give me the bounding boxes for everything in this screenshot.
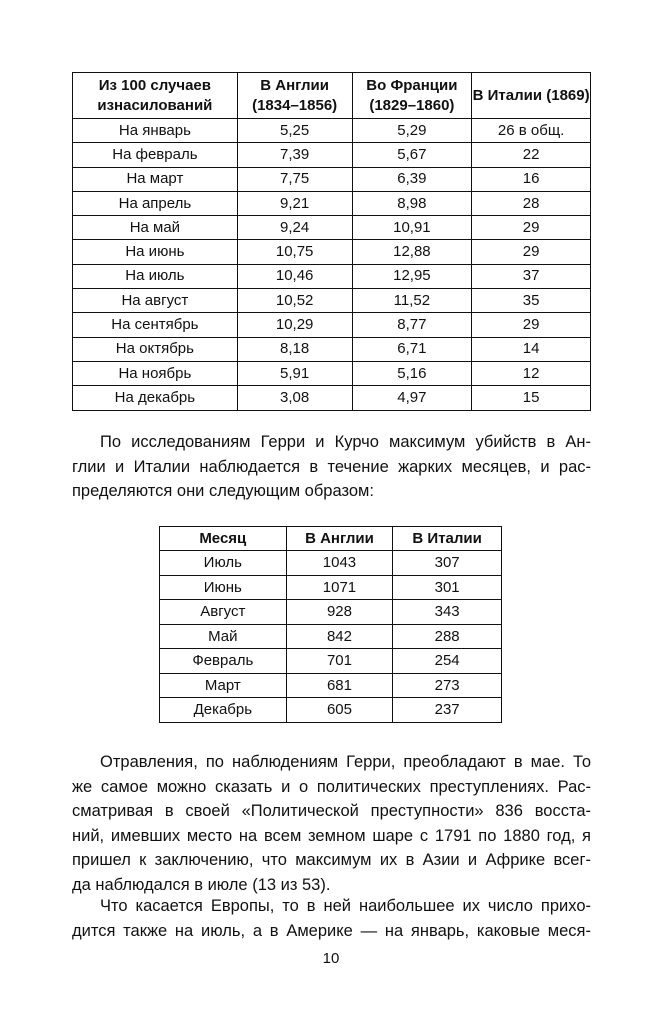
table-cell: 12,95 xyxy=(352,264,472,288)
table-cell: 5,67 xyxy=(352,143,472,167)
header-cell: В Англии xyxy=(286,527,393,551)
table-cell: 4,97 xyxy=(352,386,472,410)
table-cell: 6,39 xyxy=(352,167,472,191)
header-cell: В Италии xyxy=(393,527,502,551)
paragraph-europe xyxy=(72,894,591,943)
table-row xyxy=(160,649,502,674)
table-cell: На июль xyxy=(73,264,238,288)
table-cell: Февраль xyxy=(160,649,287,674)
header-cell: Месяц xyxy=(160,527,287,551)
table-cell: 29 xyxy=(472,313,591,337)
table-row xyxy=(73,386,591,410)
table-cell: 681 xyxy=(286,673,393,698)
text-line: глии и Италии наблюдается в течение жарких месяцев, и рас- xyxy=(72,457,591,476)
table-cell: Май xyxy=(160,624,287,649)
table-cell: На февраль xyxy=(73,143,238,167)
text-line: да наблюдался в июле (13 из 53). xyxy=(72,875,331,894)
table-cell: 5,25 xyxy=(237,119,352,143)
table-cell: 12,88 xyxy=(352,240,472,264)
header-cell: В Италии (1869) xyxy=(472,73,591,119)
table-cell: 5,16 xyxy=(352,361,472,385)
table-cell: 307 xyxy=(393,551,502,576)
table-cell: 9,21 xyxy=(237,191,352,215)
table-cell: На октябрь xyxy=(73,337,238,361)
text-line: ний, имевших место на всем земном шаре с 1791 по 1880 год, я xyxy=(72,826,591,845)
table-cell: 14 xyxy=(472,337,591,361)
table-cell: 37 xyxy=(472,264,591,288)
text-line: пришел к заключению, что максимум их в Азии и Африке всег- xyxy=(72,851,591,869)
table-cell: 254 xyxy=(393,649,502,674)
table-cell: 8,18 xyxy=(237,337,352,361)
table-cell: 35 xyxy=(472,289,591,313)
table-row xyxy=(160,600,502,625)
page-number: 10 xyxy=(322,950,340,967)
table-row xyxy=(73,119,591,143)
table-row xyxy=(73,143,591,167)
text-line: же самое можно сказать и о политических преступлениях. Рас- xyxy=(72,777,591,796)
table-cell: 343 xyxy=(393,600,502,625)
table-row xyxy=(73,289,591,313)
table-cell: 6,71 xyxy=(352,337,472,361)
table-row xyxy=(73,264,591,288)
table-row xyxy=(73,361,591,385)
table-row xyxy=(160,698,502,723)
header-cell: В Англии (1834–1856) xyxy=(237,73,352,119)
table-cell: 701 xyxy=(286,649,393,674)
table-cell: 29 xyxy=(472,216,591,240)
table-header-row xyxy=(73,73,591,119)
table-cell: 288 xyxy=(393,624,502,649)
header-cell: Из 100 случаев изнасилований xyxy=(73,73,238,119)
table-cell: 3,08 xyxy=(237,386,352,410)
table-cell: 301 xyxy=(393,575,502,600)
table-row xyxy=(160,624,502,649)
table-row xyxy=(73,167,591,191)
table-cell: 29 xyxy=(472,240,591,264)
table-cell: Март xyxy=(160,673,287,698)
table-cell: Июнь xyxy=(160,575,287,600)
table-cell: 26 в общ. xyxy=(472,119,591,143)
table-cell: 10,46 xyxy=(237,264,352,288)
table-cell: На август xyxy=(73,289,238,313)
table-cell: 15 xyxy=(472,386,591,410)
table-row xyxy=(73,313,591,337)
table-cell: 928 xyxy=(286,600,393,625)
table-cell: 5,29 xyxy=(352,119,472,143)
table-cell: 12 xyxy=(472,361,591,385)
table-cell: На ноябрь xyxy=(73,361,238,385)
header-cell: Во Франции (1829–1860) xyxy=(352,73,472,119)
table-cell: 10,52 xyxy=(237,289,352,313)
table-cell: 11,52 xyxy=(352,289,472,313)
table-cell: 7,39 xyxy=(237,143,352,167)
table-cell: 7,75 xyxy=(237,167,352,191)
text-line: дится также на июль, а в Америке — на январь, каковые меся- xyxy=(72,921,591,940)
table-cell: На апрель xyxy=(73,191,238,215)
text-line: По исследованиям Герри и Курчо максимум убийств в Ан- xyxy=(100,433,591,451)
table-cell: 10,29 xyxy=(237,313,352,337)
table-cell: 22 xyxy=(472,143,591,167)
table-row xyxy=(73,240,591,264)
table-cell: 273 xyxy=(393,673,502,698)
table-cell: Август xyxy=(160,600,287,625)
text-line: сматривая в своей «Политической преступности» 836 восста- xyxy=(72,802,591,820)
murder-statistics-table xyxy=(159,526,502,723)
table-row xyxy=(73,216,591,240)
table-row xyxy=(73,337,591,361)
table-row xyxy=(160,551,502,576)
table-cell: На май xyxy=(73,216,238,240)
table-cell: Декабрь xyxy=(160,698,287,723)
text-line: Что касается Европы, то в ней наибольшее их число прихо- xyxy=(100,897,591,915)
table-cell: Июль xyxy=(160,551,287,576)
table-cell: На март xyxy=(73,167,238,191)
table-header-row xyxy=(160,527,502,551)
text-line: пределяются они следующим образом: xyxy=(72,482,374,500)
table-cell: На декабрь xyxy=(73,386,238,410)
table-row xyxy=(160,575,502,600)
paragraph-murders xyxy=(72,430,591,504)
table-cell: 8,98 xyxy=(352,191,472,215)
table-row xyxy=(73,191,591,215)
table-cell: 28 xyxy=(472,191,591,215)
table-cell: 1043 xyxy=(286,551,393,576)
table-row xyxy=(160,673,502,698)
table-cell: На июнь xyxy=(73,240,238,264)
table-cell: 842 xyxy=(286,624,393,649)
table-cell: 8,77 xyxy=(352,313,472,337)
text-line: Отравления, по наблюдениям Герри, преобладают в мае. То xyxy=(100,753,591,771)
rape-statistics-table xyxy=(72,72,591,411)
table-cell: 9,24 xyxy=(237,216,352,240)
table-cell: 1071 xyxy=(286,575,393,600)
table-cell: 10,91 xyxy=(352,216,472,240)
table-cell: 605 xyxy=(286,698,393,723)
table-cell: На январь xyxy=(73,119,238,143)
table-cell: 237 xyxy=(393,698,502,723)
table-cell: 10,75 xyxy=(237,240,352,264)
table-cell: 5,91 xyxy=(237,361,352,385)
table-cell: 16 xyxy=(472,167,591,191)
paragraph-poisonings xyxy=(72,750,591,897)
table-cell: На сентябрь xyxy=(73,313,238,337)
